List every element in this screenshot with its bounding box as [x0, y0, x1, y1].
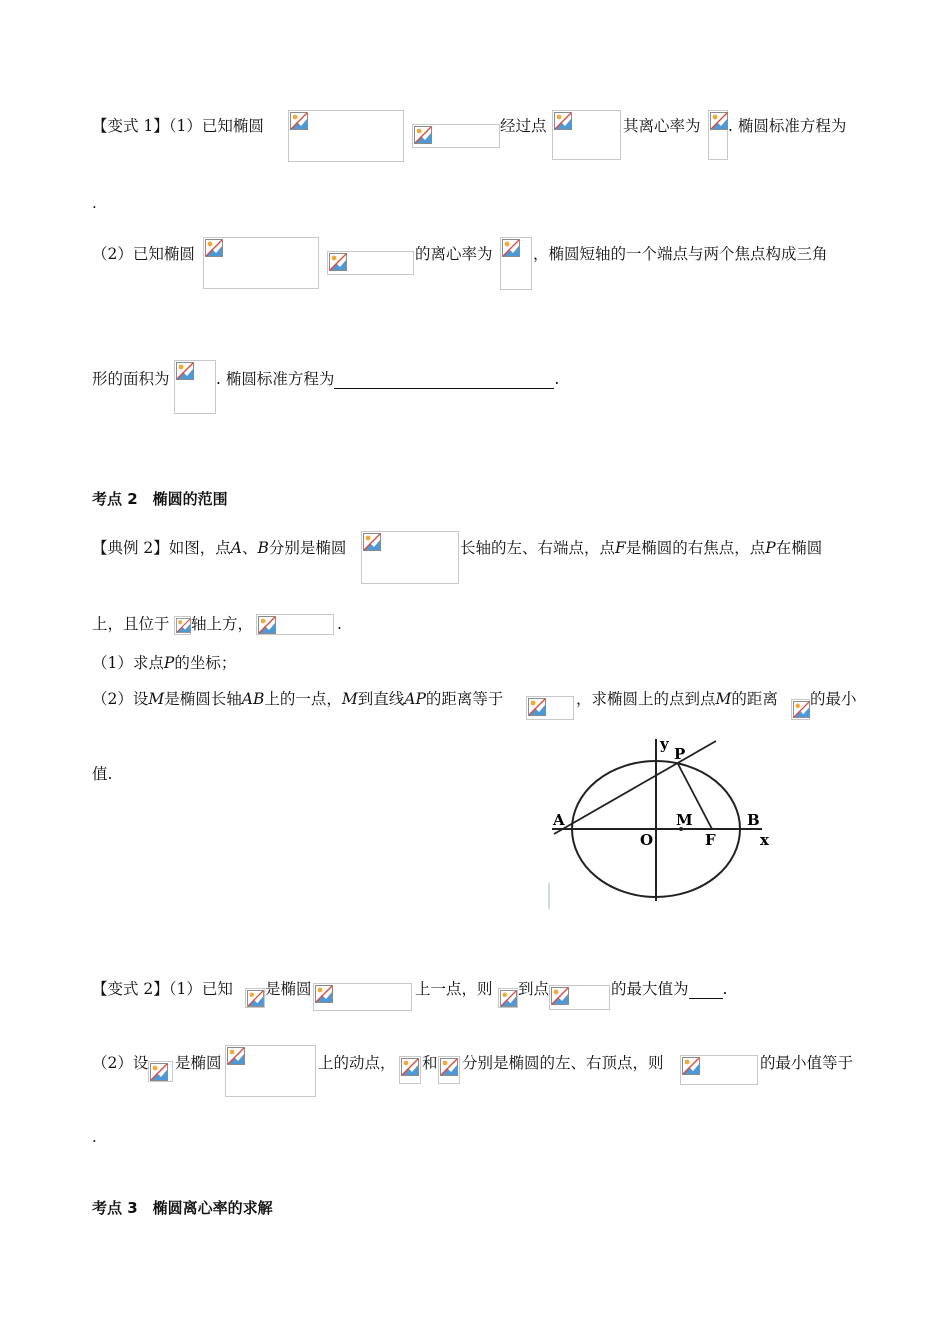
v2-l2d-text: 和 — [422, 1054, 438, 1072]
p1-ecc — [623, 116, 701, 136]
v2-e — [611, 979, 727, 999]
v2-l2c-text: 上的动点， — [318, 1054, 396, 1072]
q2-segment-AB: AB — [241, 690, 265, 708]
broken-image-icon — [258, 616, 276, 634]
broken-image-icon — [247, 990, 264, 1007]
ex2-q1a: （1）求点 — [92, 654, 164, 672]
ex2-line1-rest — [460, 538, 822, 558]
label-P: P — [674, 745, 686, 763]
v2-f-text: . — [722, 980, 728, 998]
formula-image — [549, 985, 610, 1010]
ex2-q2d: 到直线 — [357, 690, 405, 708]
ex2-q2-rest — [576, 689, 778, 709]
formula-image — [526, 696, 574, 720]
formula-image — [500, 237, 532, 290]
formula-image — [203, 237, 319, 289]
v2-line1 — [92, 979, 233, 999]
p2-prefix: （2）已知椭圆 — [92, 245, 195, 263]
formula-image — [498, 988, 518, 1008]
label-O: O — [640, 831, 654, 849]
ex2-q2b: 是椭圆长轴 — [164, 690, 242, 708]
p2-line2a: 形的面积为 — [92, 370, 170, 388]
ex2-line2 — [92, 614, 170, 634]
formula-image — [174, 616, 191, 635]
p2-line2-rest — [216, 369, 559, 389]
formula-image — [313, 983, 412, 1011]
ex2-e: 在椭圆 — [775, 539, 823, 557]
formula-image — [245, 988, 265, 1008]
ex2-q2 — [92, 689, 503, 709]
p2-line1 — [92, 244, 195, 264]
label-M: M — [676, 811, 693, 829]
ex2-q2a: （2）设 — [92, 690, 149, 708]
ex2-line2a: 上，且位于 — [92, 615, 170, 633]
broken-image-icon — [500, 990, 517, 1007]
v2-l2a: （2）设 — [92, 1054, 149, 1072]
formula-image — [438, 1056, 460, 1084]
ex2-q2e: 的距离等于 — [425, 690, 504, 708]
p1-tail: . — [92, 194, 97, 212]
broken-image-icon — [793, 701, 810, 718]
ellipse-figure — [548, 733, 780, 911]
formula-image — [412, 124, 500, 148]
ex2-q2h-text: 的最小 — [810, 690, 857, 708]
p2-text-span: ，椭圆短轴的一个端点与两个焦点构成三角 — [533, 245, 828, 263]
ex2-q2f: ，求椭圆上的点到点 — [576, 690, 716, 708]
label-y: y — [660, 735, 669, 753]
formula-image — [288, 110, 404, 162]
ex2-line1 — [92, 538, 346, 558]
ex2-line2c — [337, 614, 342, 634]
ex2-line2c-text: . — [337, 615, 342, 633]
broken-image-icon — [440, 1058, 458, 1076]
q2-point-M-3: M — [715, 690, 732, 708]
v2-l2end: . — [92, 1128, 97, 1146]
point-P: P — [765, 539, 776, 557]
label-x: x — [760, 831, 769, 849]
ex2-a: 【典例 2】如图，点 — [92, 539, 231, 557]
broken-image-icon — [290, 112, 308, 130]
v2-c — [415, 979, 493, 999]
p1-pass-text: 经过点 — [500, 117, 547, 135]
ex2-q2-end — [92, 764, 112, 784]
v2-e-text: 的最大值为 — [611, 980, 689, 998]
q2-point-M-2: M — [341, 690, 358, 708]
p1-prefix: 【变式 1】（1）已知椭圆 — [92, 117, 264, 135]
point-B: B — [257, 539, 269, 557]
formula-image — [708, 110, 728, 160]
p2-ecc-text: 的离心率为 — [415, 245, 493, 263]
q1-point-P: P — [163, 654, 175, 672]
formula-image — [552, 110, 621, 160]
p2-end: . — [554, 370, 560, 388]
broken-image-icon — [551, 987, 569, 1005]
broken-image-icon — [682, 1057, 700, 1075]
ex2-q2c: 上的一点， — [264, 690, 342, 708]
v2-l2d — [422, 1053, 438, 1073]
p1-end-text: . 椭圆标准方程为 — [728, 117, 847, 135]
v2-l2e-text: 分别是椭圆的左、右顶点，则 — [462, 1054, 664, 1072]
formula-image — [148, 1061, 173, 1082]
formula-image — [256, 614, 334, 635]
broken-image-icon — [363, 533, 381, 551]
ex2-line2b — [191, 614, 253, 634]
v2-d — [518, 979, 549, 999]
label-A: A — [553, 811, 565, 829]
v2-l2b-text: 是椭圆 — [175, 1054, 222, 1072]
q2-point-M: M — [148, 690, 165, 708]
v2-a: 【变式 2】（1）已知 — [92, 980, 233, 998]
broken-image-icon — [176, 618, 191, 633]
broken-image-icon — [401, 1058, 419, 1076]
formula-image — [225, 1045, 316, 1097]
ex2-d: 是椭圆的右焦点，点 — [625, 539, 766, 557]
ex2-q2g: 的距离 — [731, 690, 778, 708]
v2-l2f — [760, 1053, 853, 1073]
v2-l2b — [175, 1053, 222, 1073]
label-F: F — [705, 831, 716, 849]
broken-image-icon — [414, 126, 432, 144]
p2-line2 — [92, 369, 170, 389]
label-B: B — [747, 811, 760, 829]
formula-image — [361, 531, 459, 584]
ex2-q1b: 的坐标； — [174, 654, 237, 672]
broken-image-icon — [176, 362, 194, 380]
q2-line-AP: AP — [404, 690, 426, 708]
ex2-q2h — [810, 689, 857, 709]
formula-image — [680, 1055, 758, 1085]
v2-l2f-text: 的最小值等于 — [760, 1054, 854, 1072]
broken-image-icon — [150, 1063, 168, 1081]
v2-l2e — [462, 1053, 664, 1073]
ex2-line2b-text: 轴上方， — [191, 615, 254, 633]
p1-ecc-text: 其离心率为 — [623, 117, 701, 135]
point-F: F — [615, 539, 626, 557]
section-heading-2: 考点 2 椭圆的范围 — [92, 490, 228, 508]
broken-image-icon — [502, 239, 520, 257]
v2-line2 — [92, 1053, 148, 1073]
answer-blank — [334, 372, 554, 389]
point-A: A — [230, 539, 242, 557]
broken-image-icon — [710, 112, 728, 130]
broken-image-icon — [315, 985, 333, 1003]
ex2-sep: 、 — [242, 539, 258, 557]
formula-image — [791, 699, 810, 720]
v2-c-text: 上一点，则 — [415, 980, 493, 998]
p1-end — [728, 116, 846, 136]
p2-ecc — [415, 244, 493, 264]
p1-pass — [500, 116, 547, 136]
broken-image-icon — [528, 698, 546, 716]
v2-l2c — [318, 1053, 396, 1073]
ex2-b: 分别是椭圆 — [268, 539, 347, 557]
v2-d-text: 到点 — [518, 980, 550, 998]
ex2-q2end-text: 值. — [92, 765, 113, 783]
answer-blank — [689, 982, 723, 999]
v2-b-text: 是椭圆 — [265, 980, 312, 998]
ex2-c: 长轴的左、右端点，点 — [460, 539, 616, 557]
formula-image — [327, 251, 414, 275]
p2-line2b: . 椭圆标准方程为 — [216, 370, 335, 388]
p1-line1 — [92, 116, 264, 136]
section-heading-3: 考点 3 椭圆离心率的求解 — [92, 1199, 273, 1217]
ex2-q1 — [92, 653, 236, 673]
broken-image-icon — [227, 1047, 245, 1065]
broken-image-icon — [205, 239, 223, 257]
v2-b — [265, 979, 312, 999]
formula-image — [174, 360, 216, 414]
formula-image — [399, 1056, 421, 1084]
p2-text — [533, 244, 828, 264]
broken-image-icon — [554, 112, 572, 130]
broken-image-icon — [329, 253, 347, 271]
